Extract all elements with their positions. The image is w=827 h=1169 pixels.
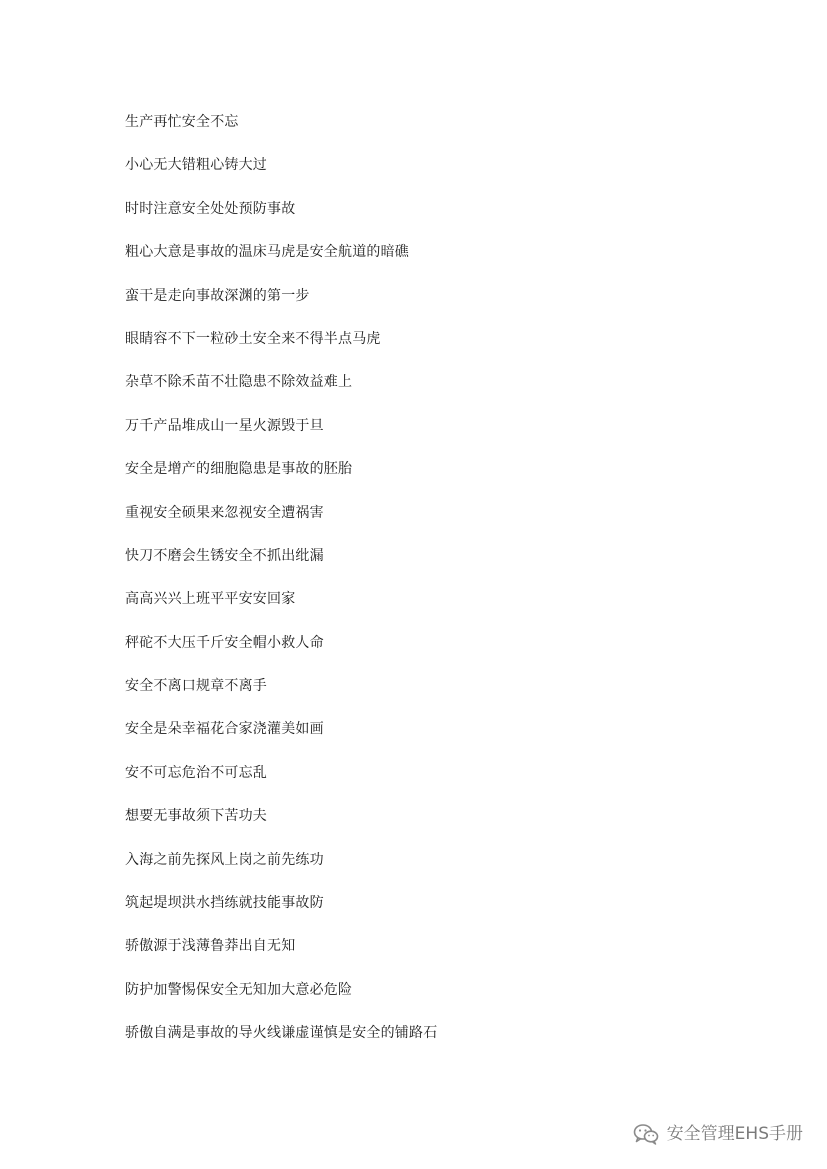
slogan-line: 安全是朵幸福花合家浇灌美如画 xyxy=(125,721,324,738)
slogan-line: 高高兴兴上班平平安安回家 xyxy=(125,591,296,608)
wechat-icon xyxy=(633,1123,659,1145)
slogan-line: 快刀不磨会生锈安全不抓出纰漏 xyxy=(125,547,324,564)
watermark xyxy=(633,1121,803,1147)
slogan-line: 防护加警惕保安全无知加大意必危险 xyxy=(125,981,353,998)
slogan-line: 安全是增产的细胞隐患是事故的胚胎 xyxy=(125,461,353,478)
slogan-line: 想要无事故须下苦功夫 xyxy=(125,808,267,825)
slogan-line: 骄傲源于浅薄鲁莽出自无知 xyxy=(125,938,296,955)
slogan-line: 生产再忙安全不忘 xyxy=(125,114,239,130)
slogan-line: 蛮干是走向事故深渊的第一步 xyxy=(125,287,310,304)
slogan-line: 眼睛容不下一粒砂土安全来不得半点马虎 xyxy=(125,330,381,347)
slogan-line: 时时注意安全处处预防事故 xyxy=(125,200,296,217)
slogan-line: 安不可忘危治不可忘乱 xyxy=(125,764,267,781)
slogan-line: 小心无大错粗心铸大过 xyxy=(125,157,267,174)
slogan-line: 秤砣不大压千斤安全帽小救人命 xyxy=(125,634,324,651)
slogan-line: 骄傲自满是事故的导火线谦虚谨慎是安全的铺路石 xyxy=(125,1025,438,1042)
watermark-text: 安全管理EHS手册 xyxy=(666,1124,803,1144)
slogan-line: 杂草不除禾苗不壮隐患不除效益难上 xyxy=(125,374,353,391)
slogan-line: 重视安全硕果来忽视安全遭祸害 xyxy=(125,504,324,521)
slogan-line: 粗心大意是事故的温床马虎是安全航道的暗礁 xyxy=(125,244,409,261)
slogan-line: 安全不离口规章不离手 xyxy=(125,678,267,695)
slogan-list xyxy=(125,111,437,1066)
slogan-line: 筑起堤坝洪水挡练就技能事故防 xyxy=(125,895,324,912)
slogan-line: 万千产品堆成山一星火源毁于旦 xyxy=(125,417,324,434)
slogan-line: 入海之前先探风上岗之前先练功 xyxy=(125,851,324,868)
